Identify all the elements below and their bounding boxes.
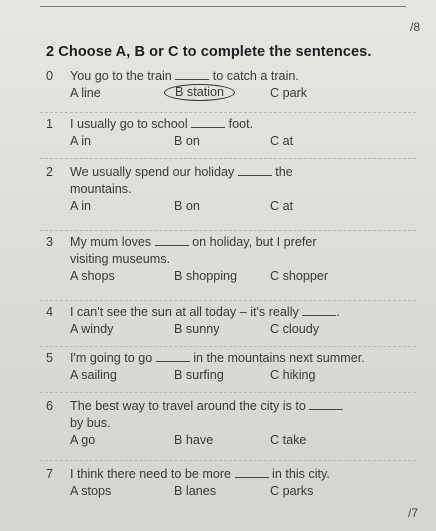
answer-blank[interactable] (235, 466, 269, 478)
option-b[interactable]: B surfing (174, 368, 224, 382)
top-rule (40, 6, 406, 7)
answer-blank[interactable] (175, 68, 209, 80)
question-number: 6 (46, 399, 54, 413)
divider (40, 460, 416, 461)
answer-blank[interactable] (191, 116, 225, 128)
question-number: 7 (46, 467, 54, 481)
options-row (46, 367, 416, 384)
divider (40, 158, 416, 159)
option-a[interactable]: A sailing (70, 368, 117, 382)
option-b[interactable]: B sunny (174, 322, 220, 336)
question-4: 4 I can't see the sun at all today – it's really . A windy B sunny C cloudy (46, 304, 416, 338)
option-b[interactable]: B on (174, 199, 200, 213)
options-row (46, 483, 416, 500)
option-b[interactable]: B have (174, 433, 214, 447)
score-bottom: /7 (407, 506, 418, 520)
options-row (46, 85, 416, 102)
option-b-circled[interactable]: B station (164, 84, 235, 101)
options-row (46, 432, 416, 449)
question-0: 0 You go to the train to catch a train. A line B station C park (46, 68, 416, 102)
question-number: 2 (46, 165, 54, 179)
option-c[interactable]: C shopper (270, 269, 329, 283)
divider (40, 112, 416, 113)
option-c[interactable]: C hiking (270, 368, 316, 382)
option-c[interactable]: C parks (270, 484, 314, 498)
option-a[interactable]: A go (70, 433, 96, 447)
question-number: 0 (46, 69, 54, 83)
divider (40, 230, 416, 231)
divider (40, 392, 416, 393)
question-number: 5 (46, 351, 54, 365)
option-b[interactable]: B on (174, 134, 200, 148)
question-7: 7 I think there need to be more in this city. A stops B lanes C parks (46, 466, 416, 500)
question-6: 6 The best way to travel around the city is to by bus. A go B have C take (46, 398, 416, 449)
option-c[interactable]: C park (270, 86, 308, 100)
divider (40, 346, 416, 347)
answer-blank[interactable] (155, 234, 189, 246)
answer-blank[interactable] (156, 350, 190, 362)
option-a[interactable]: A line (70, 86, 101, 100)
option-c[interactable]: C at (270, 134, 294, 148)
option-c[interactable]: C at (270, 199, 294, 213)
option-b[interactable]: B lanes (174, 484, 217, 498)
question-1: 1 I usually go to school foot. A in B on C at (46, 116, 416, 150)
question-5: 5 I'm going to go in the mountains next summer. A sailing B surfing C hiking (46, 350, 416, 384)
answer-blank[interactable] (238, 164, 272, 176)
options-row (46, 133, 416, 150)
question-number: 3 (46, 235, 54, 249)
option-c[interactable]: C take (270, 433, 307, 447)
option-a[interactable]: A in (70, 199, 92, 213)
score-top: /8 (409, 20, 420, 34)
option-a[interactable]: A shops (70, 269, 115, 283)
option-c[interactable]: C cloudy (270, 322, 319, 336)
question-2: 2 We usually spend our holiday the mountains. A in B on C at (46, 164, 416, 215)
option-a[interactable]: A in (70, 134, 92, 148)
options-row (46, 198, 416, 215)
question-number: 4 (46, 305, 54, 319)
option-b[interactable]: B shopping (174, 269, 238, 283)
option-a[interactable]: A stops (70, 484, 112, 498)
options-row (46, 321, 416, 338)
options-row (46, 268, 416, 285)
question-3: 3 My mum loves on holiday, but I prefer visiting museums. A shops B shopping C shopper (46, 234, 416, 285)
exercise-heading: 2 Choose A, B or C to complete the sentences. (46, 44, 372, 60)
divider (40, 300, 416, 301)
question-number: 1 (46, 117, 54, 131)
option-a[interactable]: A windy (70, 322, 114, 336)
answer-blank[interactable] (302, 304, 336, 316)
answer-blank[interactable] (309, 398, 343, 410)
